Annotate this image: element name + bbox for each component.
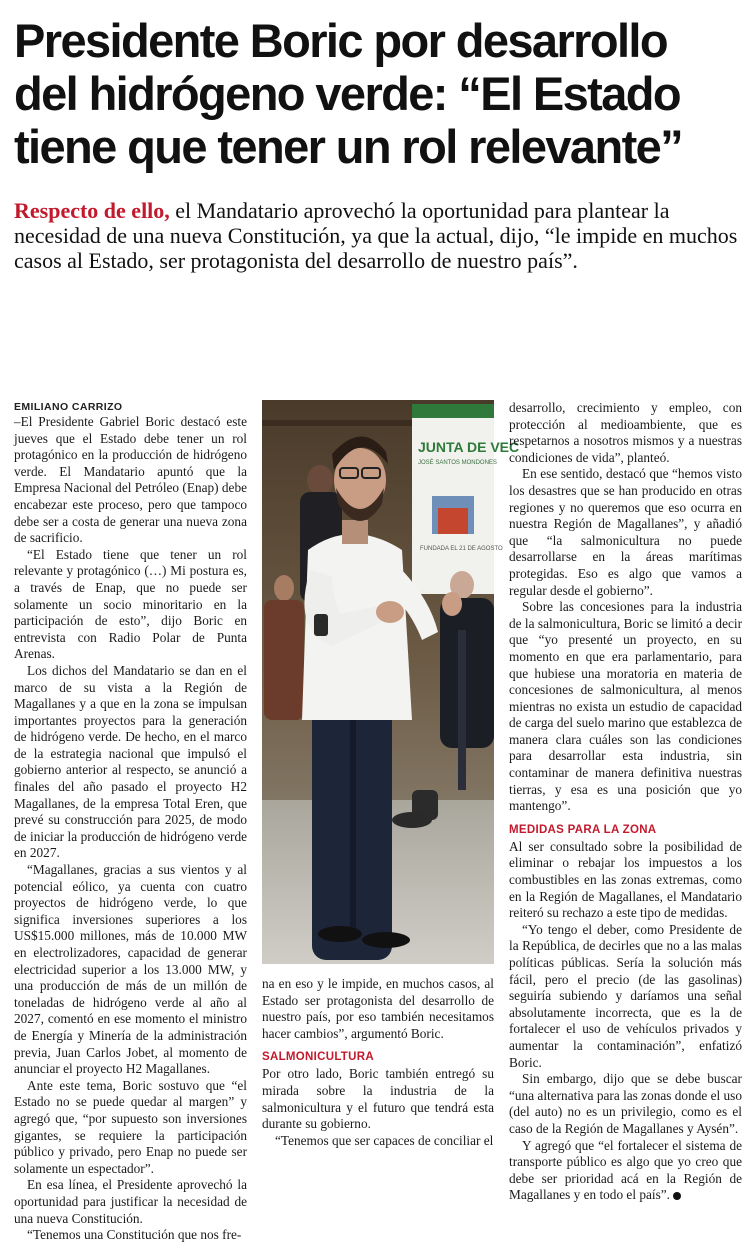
paragraph: “Magallanes, gracias a sus vientos y al potencial eólico, ya cuenta con cuatro proyectos de hidrógeno verde, lo que significa inversiones superiores a los US$15.000 millones, más de 10.000 MW en electrolizadores, capacidad de generar electricidad superior a los 13.000 MW, y una producción de más de un millón de toneladas de hidrógeno verde al año al 2027, comentó en ese momento el ministro de Energía y Minería de la administración previa, Juan Carlos Jobet, al momento de anunciar el proyecto H2 Magallanes. — [14, 862, 247, 1077]
paragraph: desarrollo, crecimiento y empleo, con protección al medioambiente, que es respetarnos a nosotros mismos y a nuestras condiciones de vida”, planteó. — [509, 400, 742, 465]
paragraph: En esa línea, el Presidente aprovechó la oportunidad para justificar la necesidad de una nueva Constitución. — [14, 1177, 247, 1226]
paragraph: “El Estado tiene que tener un rol relevante y protagónico (…) Mi postura es, a través de Enap, que no puede ser solamente un socio minoritario en la participación de esto”, dijo Boric en entrevista con Radio Polar de Punta Arenas. — [14, 546, 247, 662]
banner-text: JUNTA DE VEC — [418, 439, 520, 455]
byline: EMILIANO CARRIZO — [14, 401, 123, 413]
paragraph: Sin embargo, dijo que se debe buscar “una alternativa para las zonas donde el uso (del auto) no es un privilegio, como es el caso de la Región de Magallanes y Aysén”. — [509, 1071, 742, 1136]
headline: Presidente Boric por desarrollo del hidrógeno verde: “El Estado tiene que tener un rol relevante” — [14, 14, 683, 173]
paragraph-last-text: Y agregó que “el fortalecer el sistema de transporte público es algo que yo creo que debe ser prioridad acá en la Región de Magallanes y en todo el país”. — [509, 1137, 742, 1203]
paragraph: Por otro lado, Boric también entregó su mirada sobre la industria de la salmonicultura y el futuro que tendrá esta durante su gobierno. — [262, 1066, 494, 1132]
column-3 — [509, 400, 742, 1204]
paragraph: Ante este tema, Boric sostuvo que “el Estado no se puede quedar al margen” y agregó que, “por supuesto son inversiones gigantes, se requiere la participación público y privado, pero Enap no puede ser solamente un espectador”. — [14, 1077, 247, 1176]
paragraph: “Tenemos una Constitución que nos fre- — [27, 1227, 242, 1243]
subhead-medidas: MEDIDAS PARA LA ZONA — [509, 823, 657, 836]
paragraph: “Yo tengo el deber, como Presidente de la República, de decirles que no a las malas políticas públicas. Sería la solución más fácil, pero el precio (de las gasolinas) seguiría subiendo y daríamos una señal absolutamente incorrecta, que es la de fortalecer el uso de vehículos privados y aumentar la contaminación”, enfatizó Boric. — [509, 921, 742, 1070]
column-2 — [262, 976, 494, 1149]
banner-date: FUNDADA EL 21 DE AGOSTO — [420, 546, 503, 552]
lead-paragraph — [14, 198, 742, 273]
paragraph: Los dichos del Mandatario se dan en el marco de su vista a la Región de Magallanes y a que en la zona se impulsan importantes proyectos para la generación de hidrógeno verde. De hecho, en el marco de la estrategia nacional que impulsó el gobierno anterior al respecto, se anunció a finales del año pasado el proyecto H2 Magallanes, de la empresa Total Eren, que prevé su construcción para 2025, de modo de iniciar la producción de hidrógeno verde en 2027. — [14, 662, 247, 861]
banner-subtext: JOSÉ SANTOS MONDONES — [418, 460, 497, 466]
paragraph: “Tenemos que ser capaces de conciliar el — [275, 1132, 494, 1148]
subhead-salmonicultura: SALMONICULTURA — [262, 1051, 374, 1064]
paragraph: –El Presidente Gabriel Boric destacó este jueves que el Estado debe tener un rol protagónico en la producción de hidrógeno verde. El Mandatario apuntó que la Empresa Nacional del Petróleo (Enap) debe encabezar este proceso, pero que tampoco debe ser a costa de generar una nueva zona de sacrificio. — [14, 414, 247, 546]
paragraph: na en eso y le impide, en muchos casos, al Estado ser protagonista del desarrollo de nuestro país, por eso también necesitamos hacer cambios”, argumentó Boric. — [262, 976, 494, 1041]
lead-text: el Mandatario aprovechó la oportunidad para plantear la necesidad de una nueva Constitución, ya que la actual, dijo, “le impide en muchos casos al Estado, ser protagonista del desarrollo de nuestro país”. — [14, 198, 738, 273]
column-1 — [14, 400, 247, 1244]
paragraph: Sobre las concesiones para la industria de la salmonicultura, Boric se limitó a decir que “yo presenté un proyecto, en su momento en que era parlamentario, para que hubiese una moratoria en materia de concesiones de salmonicultura, al menos mientras no exista un estudio de capacidad de carga del suelo marino que establezca de manera clara cuáles son las condiciones para desarrollar esta industria, sin contaminar de manera definitiva nuestras tierras, y esa es una posición que yo mantengo”. — [509, 599, 742, 814]
paragraph: Al ser consultado sobre la posibilidad de eliminar o rebajar los impuestos a los combustibles en las zonas extremas, como en la Región de Magallanes, el Mandatario reiteró su rechazo a este tipo de medidas. — [509, 838, 742, 921]
paragraph-last — [509, 1138, 742, 1204]
end-mark-icon — [673, 1192, 681, 1200]
lead-accent: Respecto de ello, — [14, 198, 170, 223]
president-photo — [262, 400, 520, 964]
paragraph: En ese sentido, destacó que “hemos visto los desastres que se han producido en otras regiones y no queremos que eso ocurra en nuestra Región de Magallanes”, y añadió que “la salmonicultura no puede desarrollarse en la áreas marítimas protegidas. Eso es algo que vamos a regular desde el gobierno”. — [509, 466, 742, 598]
